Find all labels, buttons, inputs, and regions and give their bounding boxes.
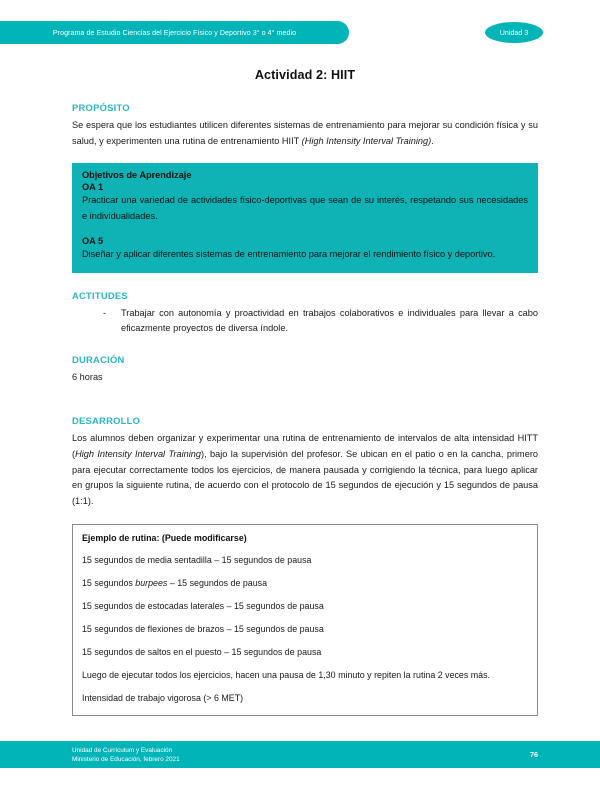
section-heading-desarrollo: DESARROLLO [72,415,141,427]
section-duracion [72,354,538,386]
section-proposito [72,102,538,149]
footer-institution [72,746,180,764]
rutina-line-pre: Luego de ejecutar todos los ejercicios, hacen una pausa de 1,30 minuto y repiten la rutina 2 veces más. [82,670,491,681]
desarrollo-text [72,431,538,509]
page-title: Actividad 2: HIIT [254,68,356,82]
bullet-dash-icon: - [103,307,107,318]
document-content [72,68,538,716]
rutina-line-pre: 15 segundos de estocadas laterales – 15 segundos de pausa [82,601,324,612]
rutina-line-pre: Intensidad de trabajo vigorosa (> 6 MET) [82,693,244,704]
rutina-title: Ejemplo de rutina: (Puede modificarse) [82,533,247,544]
program-banner [0,21,349,44]
program-banner-label: Programa de Estudio Ciencias del Ejercicio Físico y Deportivo 3° o 4° medio [52,28,297,37]
rutina-line [82,577,528,589]
proposito-text [72,118,538,149]
rutina-line [82,692,528,704]
rutina-line [82,623,528,635]
section-heading-proposito: PROPÓSITO [72,102,130,113]
section-heading-actitudes: ACTITUDES [72,289,128,301]
rutina-line [82,554,528,566]
page-header [0,0,600,60]
objetivos-box [72,163,538,273]
rutina-line-pre: 15 segundos [82,578,136,589]
rutina-line [82,646,528,658]
rutina-line-pre: 15 segundos de media sentadilla – 15 segundos de pausa [82,555,312,566]
rutina-line-pre: 15 segundos de flexiones de brazos – 15 segundos de pausa [82,624,324,635]
footer-line-2: Ministerio de Educación, febrero 2021 [72,756,180,763]
oa-code-2: OA 5 [82,236,104,247]
proposito-text-part2: . [431,135,434,146]
section-actitudes [72,290,538,337]
footer-line-1: Unidad de Currículum y Evaluación [72,747,173,754]
rutina-box [72,524,538,716]
section-desarrollo [72,415,538,509]
oa-description-2: Diseñar y aplicar diferentes sistemas de entrenamiento para mejorar el rendimiento físico y deportivo. [82,249,496,260]
list-item [72,306,538,337]
proposito-text-italic: (High Intensity Interval Training) [301,135,432,146]
desarrollo-text-part1: Los alumnos deben organizar y experimentar una rutina de entrenamiento de intervalos de alta intensidad HITT ( [72,433,538,460]
objetivos-box-title: Objetivos de Aprendizaje [82,170,192,181]
actitudes-item-text: Trabajar con autonomía y proactividad en trabajos colaborativos e individuales para llevar a cabo eficazmente proyectos de diversa índole. [121,307,538,334]
page-number: 76 [530,750,538,759]
duracion-value: 6 horas [72,371,103,382]
oa-spacer [82,224,528,236]
unit-badge-label: Unidad 3 [499,28,529,37]
oa-code-1: OA 1 [82,182,104,193]
oa-description-1: Practicar una variedad de actividades físico-deportivas que sean de su interés, respetando sus necesidades e individualidades. [82,195,528,221]
section-heading-duracion: DURACIÓN [72,353,125,365]
rutina-line-post: – 15 segundos de pausa [167,578,268,589]
rutina-line-italic: burpees [135,578,168,589]
proposito-text-part1: Se espera que los estudiantes utilicen diferentes sistemas de entrenamiento para mejorar su condición física y su salud, y experimenten una rutina de entrenamiento HIIT [72,120,538,146]
desarrollo-text-part2: ), bajo la supervisión del profesor. Se ubican en el patio o en la cancha, primero para ejecutar correctamente todos los ejercicios, de manera pausada y corrigiendo la técnica, para luego aplicar en grupos la siguiente rutina, de acuerdo con el protocolo de 15 segundos de ejecución y 15 segundos de pausa (1:1). [72,449,538,506]
rutina-line [82,600,528,612]
unit-badge [485,22,543,43]
rutina-line-pre: 15 segundos de saltos en el puesto – 15 segundos de pausa [82,647,322,658]
rutina-line [82,669,528,681]
page-footer [0,741,600,768]
desarrollo-text-italic: High Intensity Interval Training [75,449,202,460]
